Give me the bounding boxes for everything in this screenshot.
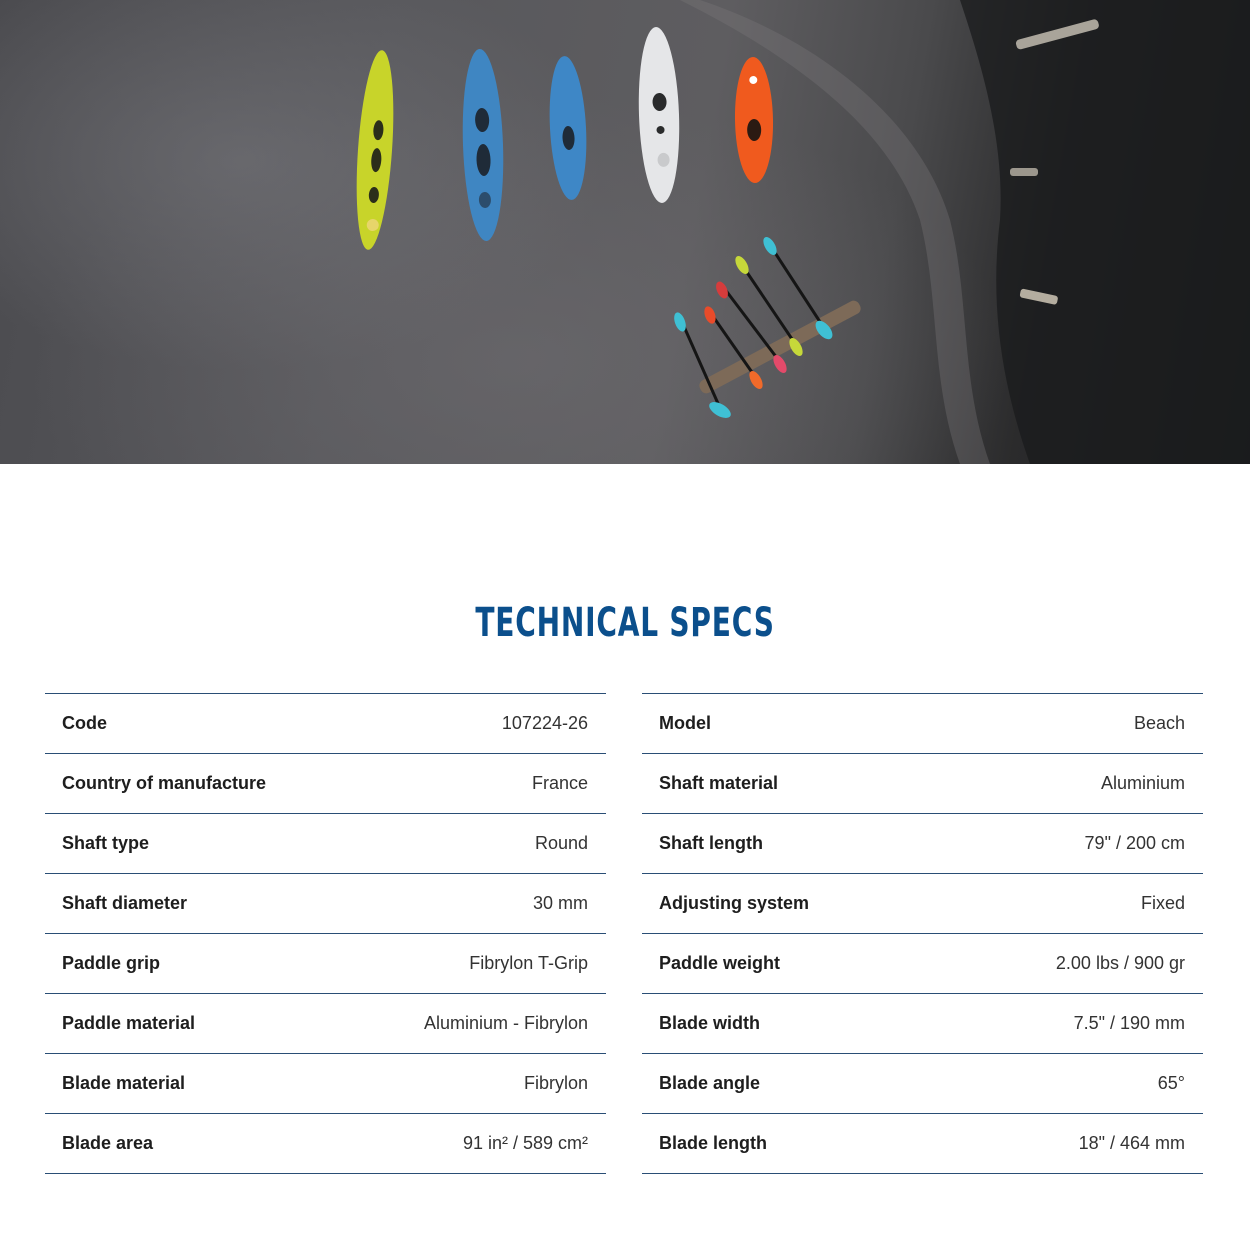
- spec-label: Paddle material: [62, 1013, 196, 1033]
- spec-label: Blade width: [659, 1013, 761, 1033]
- spec-value: Beach: [1133, 713, 1185, 733]
- spec-value: Fixed: [1140, 893, 1185, 913]
- spec-value: 18" / 464 mm: [1078, 1133, 1185, 1153]
- spec-label: Shaft diameter: [62, 893, 188, 913]
- spec-label: Adjusting system: [659, 893, 810, 913]
- hero-photo: [0, 0, 1250, 464]
- kayak-blue-large: [460, 48, 507, 241]
- kayak-yellow: [351, 49, 399, 251]
- spec-row: [45, 694, 606, 754]
- spec-value: 91 in² / 589 cm²: [462, 1133, 588, 1153]
- spec-row: [642, 994, 1203, 1054]
- spec-label: Blade length: [659, 1133, 768, 1153]
- spec-row: [642, 874, 1203, 934]
- spec-label: Shaft type: [62, 833, 150, 853]
- kayaks-illustration: [0, 0, 1250, 464]
- spec-row: [45, 1054, 606, 1114]
- spec-value: Round: [534, 833, 588, 853]
- spec-value: 79" / 200 cm: [1084, 833, 1185, 853]
- spec-label: Blade material: [62, 1073, 186, 1093]
- spec-value: 2.00 lbs / 900 gr: [1055, 953, 1185, 973]
- spec-row: [45, 1114, 606, 1174]
- spec-label: Code: [62, 713, 107, 733]
- spec-row: [642, 934, 1203, 994]
- spec-row: [45, 754, 606, 814]
- spec-value: 7.5" / 190 mm: [1073, 1013, 1185, 1033]
- spec-value: 65°: [1157, 1073, 1185, 1093]
- spec-row: [642, 694, 1203, 754]
- spec-label: Shaft material: [659, 773, 779, 793]
- spec-row: [642, 754, 1203, 814]
- spec-label: Paddle weight: [659, 953, 781, 973]
- spec-value: Aluminium: [1100, 773, 1185, 793]
- spec-row: [45, 934, 606, 994]
- spec-row: [45, 994, 606, 1054]
- kayak-blue-small: [546, 55, 589, 201]
- spec-value: 107224-26: [501, 713, 588, 733]
- spec-row: [642, 814, 1203, 874]
- kayak-orange: [734, 57, 774, 184]
- spec-label: Country of manufacture: [62, 773, 267, 793]
- spec-value: 30 mm: [532, 893, 588, 913]
- spec-label: Blade angle: [659, 1073, 761, 1093]
- spec-row: [642, 1114, 1203, 1174]
- spec-value: France: [531, 773, 588, 793]
- spec-label: Paddle grip: [62, 953, 161, 973]
- spec-value: Fibrylon T-Grip: [469, 953, 588, 973]
- kayak-white: [636, 26, 682, 203]
- page-title: TECHNICAL SPECS: [475, 600, 775, 646]
- spec-row: [45, 874, 606, 934]
- spec-value: Fibrylon: [523, 1073, 588, 1093]
- spec-row: [642, 1054, 1203, 1114]
- spec-label: Shaft length: [659, 833, 763, 853]
- specs-table-left: [45, 693, 606, 1174]
- specs-table-right: [642, 693, 1203, 1174]
- spec-label: Model: [659, 713, 711, 733]
- spec-label: Blade area: [62, 1133, 154, 1153]
- spec-row: [45, 814, 606, 874]
- spec-value: Aluminium - Fibrylon: [423, 1013, 588, 1033]
